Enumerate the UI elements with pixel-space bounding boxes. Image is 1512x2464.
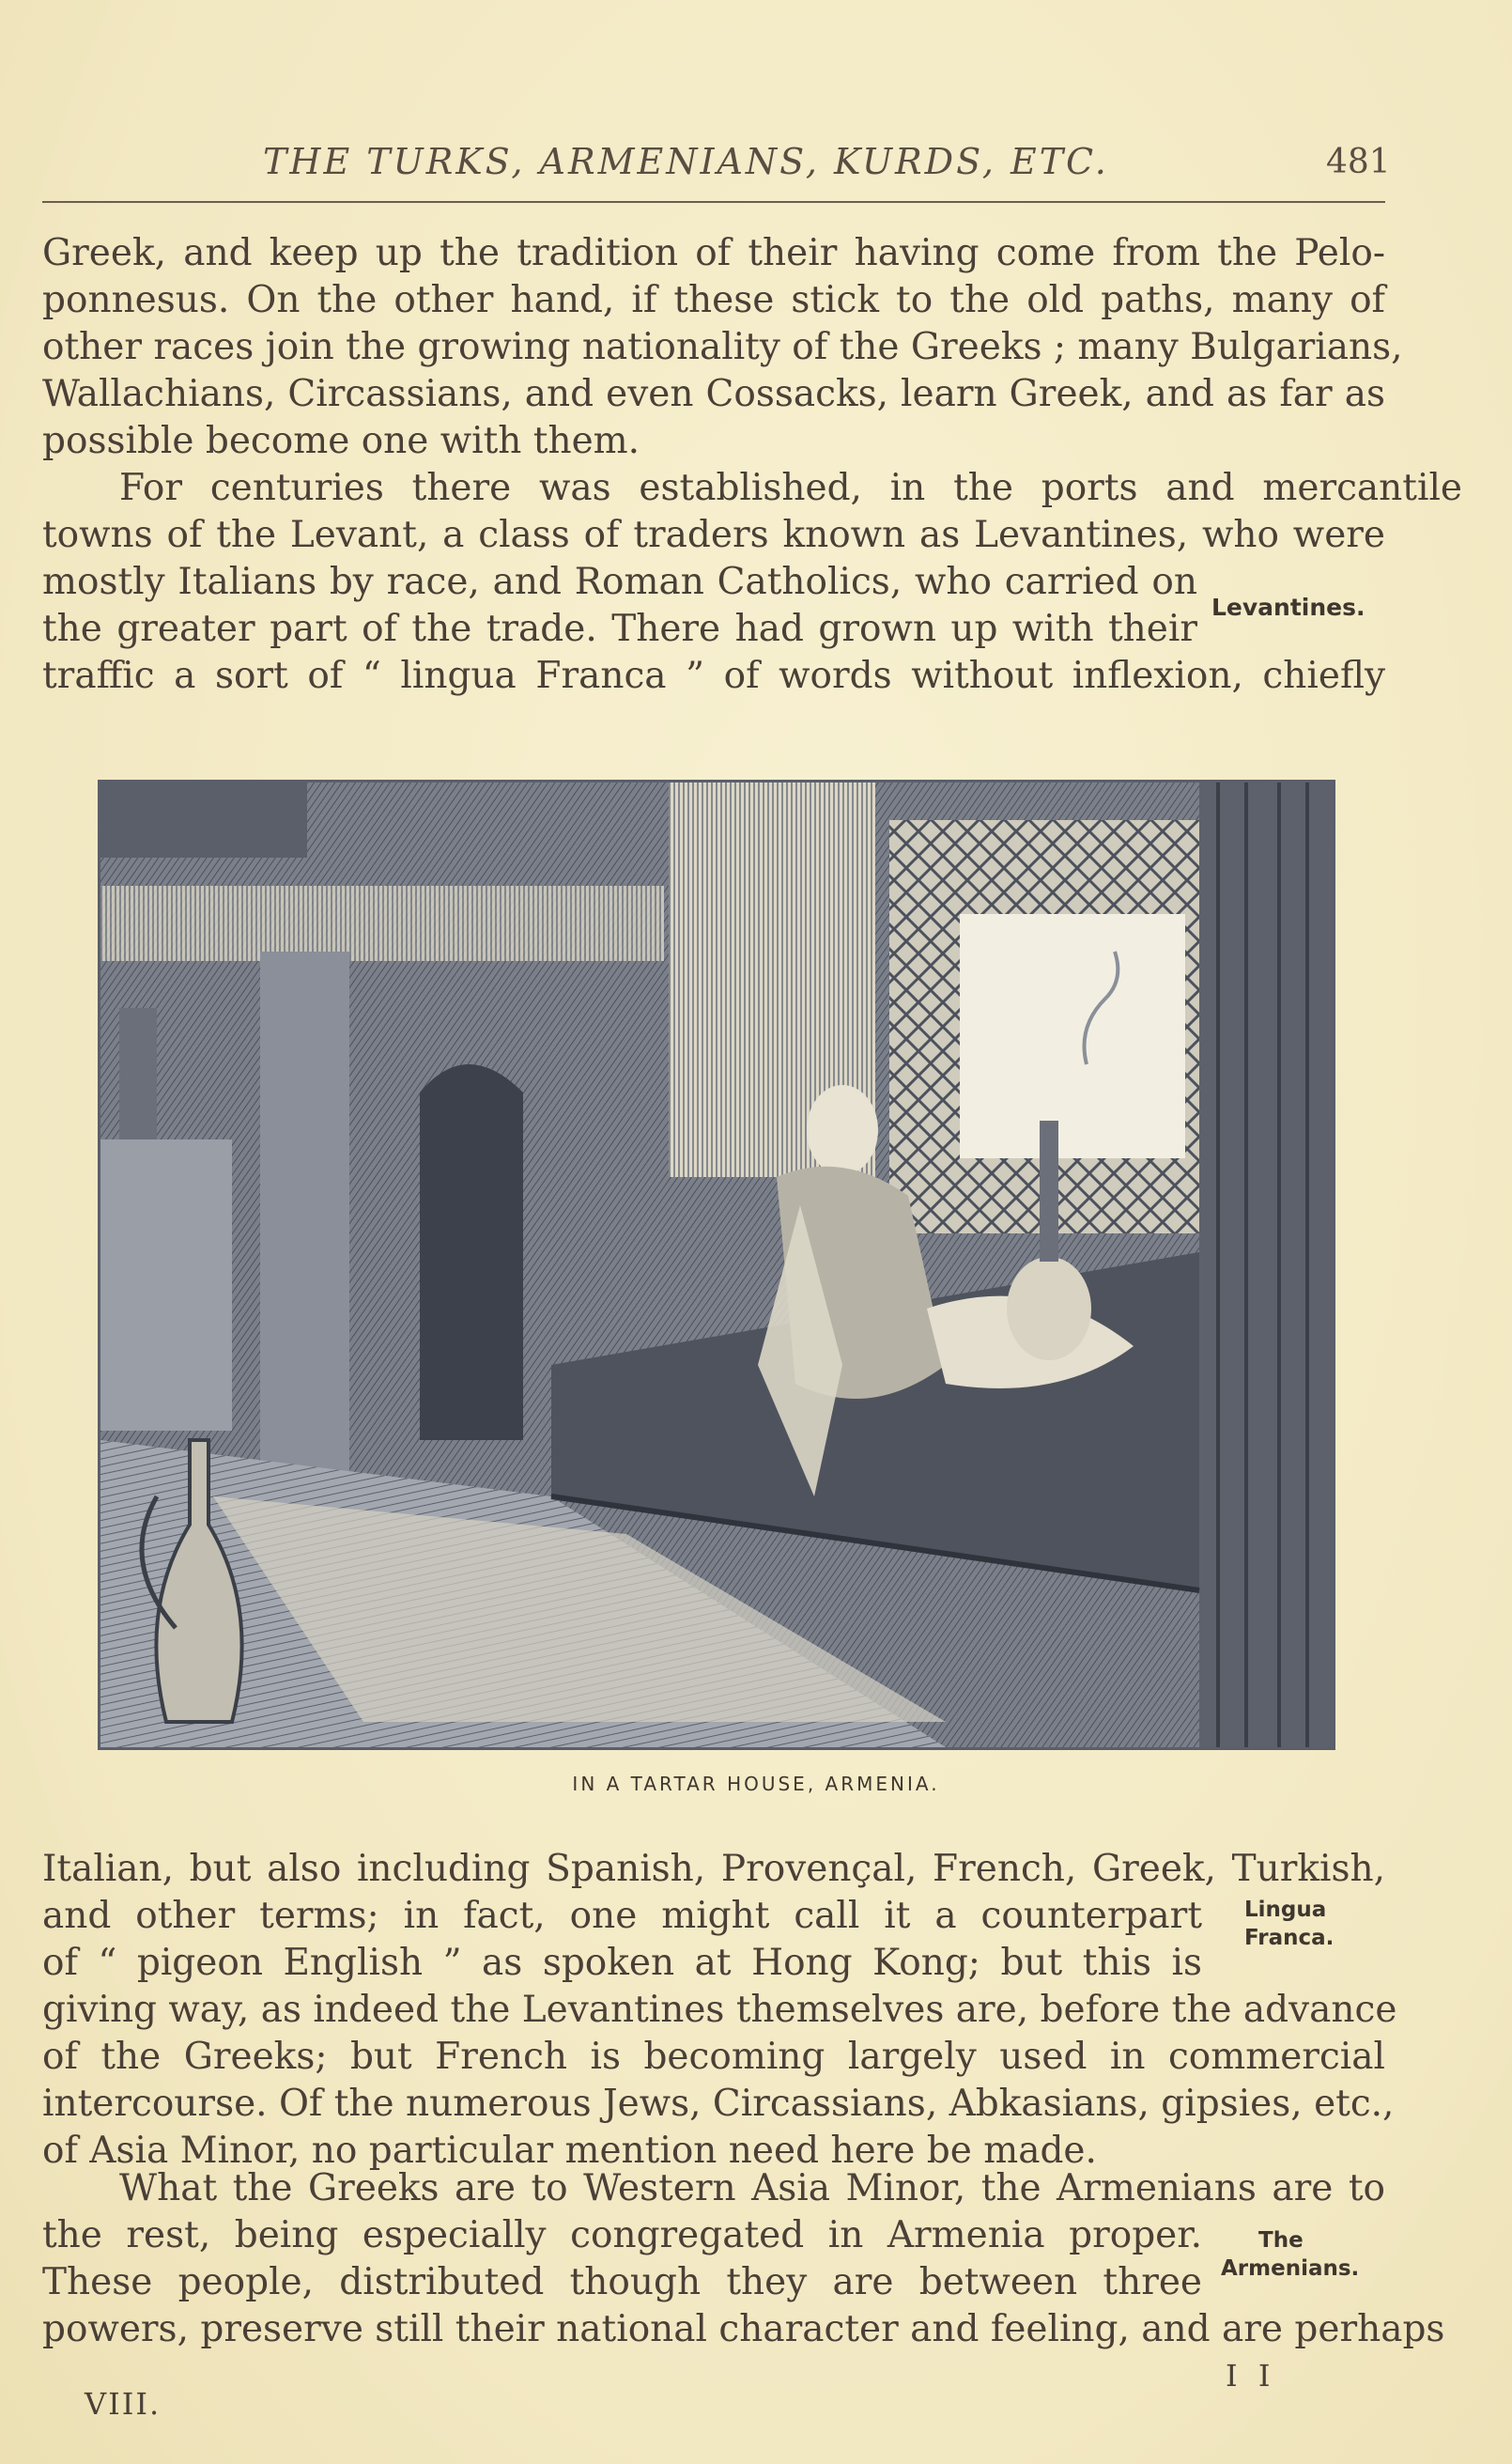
sidenote-line: Lingua bbox=[1244, 1898, 1327, 1922]
engraving-illustration bbox=[98, 780, 1335, 1750]
sidenote-line: The bbox=[1258, 2228, 1304, 2253]
gathering-mark: I I bbox=[1226, 2358, 1276, 2394]
header-rule bbox=[42, 201, 1385, 203]
text-line: of “ pigeon English ” as spoken at Hong Kong; but this is bbox=[42, 1942, 1202, 1984]
text-line: Wallachians, Circassians, and even Cossacks, learn Greek, and as far as bbox=[42, 373, 1385, 415]
text-line: powers, preserve still their national character and feeling, and are perhaps bbox=[42, 2308, 1445, 2350]
paragraph-4 bbox=[42, 2165, 1445, 2353]
running-title: THE TURKS, ARMENIANS, KURDS, ETC. bbox=[263, 141, 1109, 182]
paragraph-3 bbox=[42, 1846, 1397, 2175]
page-number: 481 bbox=[1326, 143, 1391, 181]
text-line: of the Greeks; but French is becoming largely used in commercial bbox=[42, 2036, 1385, 2078]
text-line: What the Greeks are to Western Asia Minor, the Armenians are to bbox=[119, 2167, 1385, 2209]
text-line: intercourse. Of the numerous Jews, Circassians, Abkasians, gipsies, etc., bbox=[42, 2083, 1395, 2125]
text-line: For centuries there was established, in the ports and mercantile bbox=[119, 467, 1462, 509]
text-line: and other terms; in fact, one might call it a counterpart bbox=[42, 1895, 1202, 1937]
signature-mark: VIII. bbox=[85, 2386, 162, 2422]
running-head bbox=[0, 141, 1512, 197]
text-line: Greek, and keep up the tradition of their having come from the Pelo- bbox=[42, 232, 1385, 274]
text-line: ponnesus. On the other hand, if these stick to the old paths, many of bbox=[42, 279, 1385, 321]
text-line: towns of the Levant, a class of traders known as Levantines, who were bbox=[42, 514, 1385, 556]
text-line: traffic a sort of “ lingua Franca ” of words without inflexion, chiefly bbox=[42, 655, 1385, 697]
text-line: the greater part of the trade. There had grown up with their bbox=[42, 608, 1197, 650]
paragraph-2 bbox=[42, 465, 1462, 700]
text-line: of Asia Minor, no particular mention need here be made. bbox=[42, 2130, 1097, 2172]
sidenote-line: Franca. bbox=[1244, 1926, 1335, 1950]
text-line: mostly Italians by race, and Roman Catholics, who carried on bbox=[42, 561, 1197, 603]
figure-caption: IN A TARTAR HOUSE, ARMENIA. bbox=[572, 1773, 940, 1795]
sidenote-levantines: Levantines. bbox=[1211, 594, 1365, 621]
paragraph-1 bbox=[42, 230, 1403, 465]
text-line: These people, distributed though they are between three bbox=[42, 2261, 1202, 2303]
text-line: possible become one with them. bbox=[42, 420, 640, 462]
text-line: Italian, but also including Spanish, Provençal, French, Greek, Turkish, bbox=[42, 1848, 1385, 1890]
text-line: giving way, as indeed the Levantines themselves are, before the advance bbox=[42, 1989, 1397, 2031]
sidenote-lingua-franca bbox=[1244, 1896, 1334, 1952]
text-line: the rest, being especially congregated in Armenia proper. bbox=[42, 2214, 1202, 2256]
text-line: other races join the growing nationality of the Greeks ; many Bulgarians, bbox=[42, 326, 1403, 368]
sidenote-armenians bbox=[1221, 2226, 1359, 2283]
sidenote-line: Armenians. bbox=[1221, 2256, 1360, 2281]
